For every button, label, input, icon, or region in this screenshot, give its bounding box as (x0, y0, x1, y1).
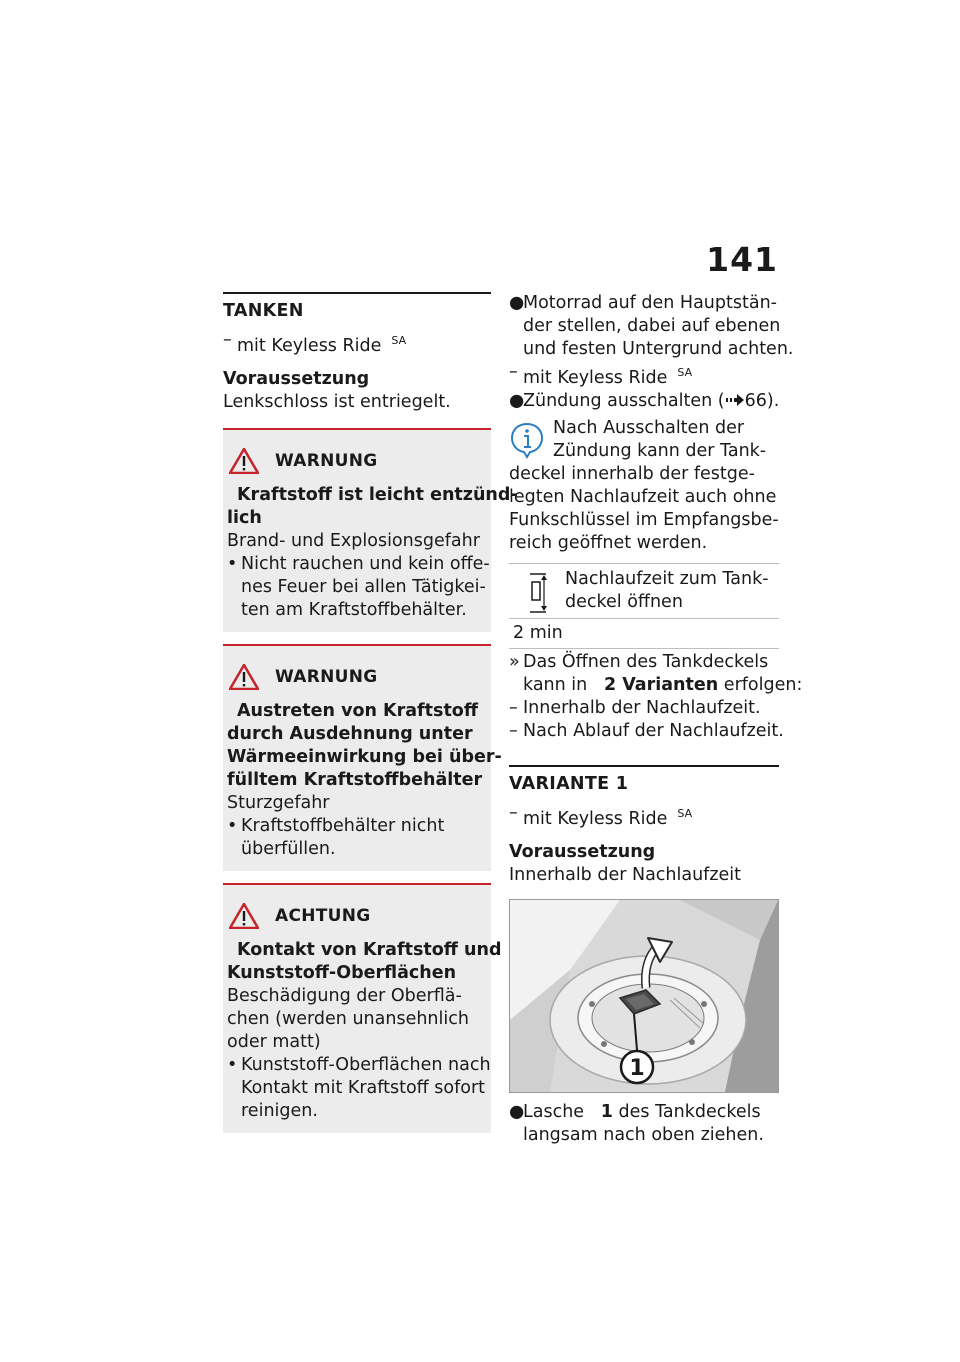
condition-text: mit Keyless Ride (237, 336, 382, 356)
bullet-line: nes Feuer bei allen Tätigkei- (241, 577, 486, 597)
caution-header (227, 903, 487, 929)
box-title-line: Wärmeeinwirkung bei über- (227, 747, 502, 767)
step-text-end: des Tankdeckels (618, 1102, 761, 1122)
spec-table (509, 563, 779, 649)
right-column (509, 292, 803, 1147)
warning-box-fire (223, 428, 518, 632)
step-ignition (509, 390, 779, 413)
section-rule (223, 292, 491, 294)
bullet-line: reinigen. (241, 1101, 318, 1121)
spec-label-line: deckel öffnen (565, 592, 683, 612)
warning-header (227, 664, 487, 690)
consequence-line: oder matt) (227, 1032, 321, 1052)
prereq-heading: Voraussetzung (223, 369, 370, 389)
bullet-line: Kunststoff-Oberflächen nach (241, 1055, 491, 1075)
caution-label: ACHTUNG (275, 905, 371, 926)
bullet-line: Nicht rauchen und kein offe- (241, 554, 490, 574)
box-title-line: Austreten von Kraftstoff (237, 701, 479, 721)
consequence-line: chen (werden unansehnlich (227, 1009, 469, 1029)
step-line: langsam nach oben ziehen. (523, 1125, 764, 1145)
bullet-item (227, 1054, 491, 1123)
left-column (223, 292, 518, 1133)
tank-cap-photo (509, 899, 779, 1093)
photo-callout-number: 1 (629, 1056, 645, 1081)
info-icon (509, 421, 545, 459)
warning-triangle-icon (229, 448, 259, 474)
step-bullet: ● (509, 391, 525, 411)
warning-header (227, 448, 487, 474)
measurement-caliper-icon (527, 572, 549, 614)
tank-cap-illustration (510, 900, 778, 1092)
step-motorrad (509, 292, 794, 361)
box-title-line: fülltem Kraftstoffbehälter (227, 770, 483, 790)
box-title-line: Kontakt von Kraftstoff und (237, 940, 502, 960)
bullet-mark: • (227, 1055, 238, 1075)
info-line: legten Nachlaufzeit auch ohne (509, 487, 777, 507)
variant-title: VARIANTE 1 (509, 774, 629, 794)
option-item (509, 697, 779, 720)
info-note (509, 417, 779, 555)
bullet-line: Kraftstoffbehälter nicht (241, 816, 445, 836)
warning-label: WARNUNG (275, 666, 378, 687)
step-line: und festen Untergrund achten. (523, 339, 794, 359)
bullet-line: Kontakt mit Kraftstoff sofort (241, 1078, 486, 1098)
bullet-mark: • (227, 816, 238, 836)
step-callout: 1 (600, 1102, 613, 1122)
condition-keyless (509, 361, 779, 390)
caution-box-plastic (223, 883, 502, 1133)
option-text: Innerhalb der Nachlaufzeit. (523, 698, 761, 718)
bullet-line: überfüllen. (241, 839, 336, 859)
step-line: der stellen, dabei auf ebenen (523, 316, 781, 336)
page-number: 141 (706, 240, 778, 279)
condition-text: mit Keyless Ride (523, 368, 668, 388)
info-line: Funkschlüssel im Empfangsbe- (509, 510, 779, 530)
bullet-item (227, 815, 487, 861)
box-title-line: lich (227, 508, 262, 528)
prereq-text: Innerhalb der Nachlaufzeit (509, 865, 742, 885)
box-title-line: Kraftstoff ist leicht entzünd- (237, 485, 518, 505)
consequence: Brand- und Explosionsgefahr (227, 531, 480, 551)
dash-mark: – (223, 330, 232, 350)
info-line: reich geöffnet werden. (509, 533, 708, 553)
result-text: kann in (523, 675, 588, 695)
warning-box-overfill (223, 644, 502, 871)
step-bullet: ● (509, 293, 525, 313)
sa-tag: SA (677, 366, 693, 379)
bullet-mark: • (227, 554, 238, 574)
info-line: Nach Ausschalten der (553, 418, 745, 438)
step-text-end: ). (766, 391, 780, 411)
bullet-line: ten am Kraftstoffbehälter. (241, 600, 467, 620)
option-text: Nach Ablauf der Nachlaufzeit. (523, 721, 784, 741)
box-title-line: Kunststoff-Oberflächen (227, 963, 457, 983)
step-line: Motorrad auf den Hauptstän- (523, 293, 777, 313)
condition-keyless (223, 329, 491, 358)
condition-text: mit Keyless Ride (523, 809, 668, 829)
dash-mark: – (509, 698, 518, 718)
condition-keyless (509, 802, 779, 831)
step-bullet: ● (509, 1102, 525, 1122)
sa-tag: SA (677, 807, 693, 820)
dash-mark: – (509, 721, 518, 741)
page-reference[interactable]: 66 (744, 391, 767, 411)
warning-triangle-icon (229, 903, 259, 929)
step-lasche (509, 1101, 779, 1147)
page-reference-arrow-icon (725, 394, 745, 406)
spec-label-line: Nachlaufzeit zum Tank- (565, 569, 769, 589)
step-line (523, 1101, 779, 1124)
step-text: Zündung ausschalten ( (523, 391, 725, 411)
info-line: Zündung kann der Tank- (553, 441, 767, 461)
warning-label: WARNUNG (275, 450, 378, 471)
sa-tag: SA (391, 334, 407, 347)
info-line: deckel innerhalb der festge- (509, 464, 755, 484)
step-text: Lasche (523, 1102, 585, 1122)
consequence-line: Beschädigung der Oberflä- (227, 986, 462, 1006)
dash-mark: – (509, 362, 518, 382)
result-mark: » (509, 652, 520, 672)
dash-mark: – (509, 803, 518, 823)
box-title-line: durch Ausdehnung unter (227, 724, 473, 744)
section-title: TANKEN (223, 301, 304, 321)
option-item (509, 720, 784, 743)
result-text-end: erfolgen: (723, 675, 803, 695)
section-rule (509, 765, 779, 767)
prereq-heading: Voraussetzung (509, 842, 656, 862)
result-item (509, 651, 803, 697)
result-variants: 2 Varianten (603, 675, 719, 695)
result-line: Das Öffnen des Tankdeckels (523, 652, 769, 672)
spec-value: 2 min (513, 623, 563, 643)
bullet-item (227, 553, 490, 622)
result-line (523, 674, 803, 697)
spec-header (509, 564, 779, 619)
spec-label (565, 568, 769, 614)
warning-triangle-icon (229, 664, 259, 690)
prereq-text: Lenkschloss ist entriegelt. (223, 392, 451, 412)
consequence: Sturzgefahr (227, 793, 330, 813)
